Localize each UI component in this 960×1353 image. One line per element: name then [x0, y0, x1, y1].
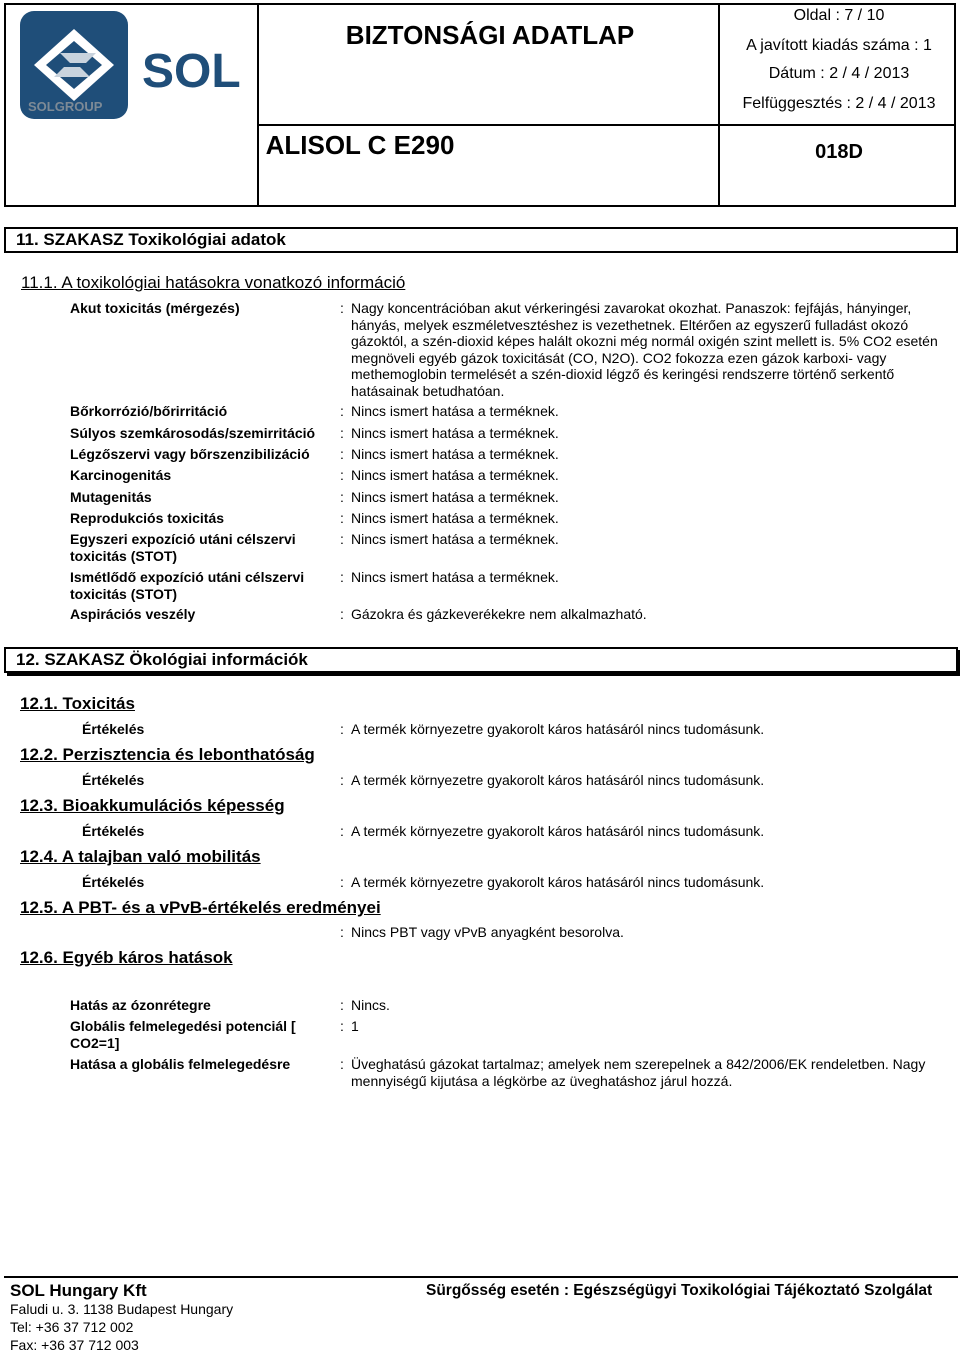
footer-fax: Fax: +36 37 712 003	[10, 1337, 139, 1353]
sensitization-value: Nincs ismert hatása a terméknek.	[351, 446, 559, 462]
footer-tel: Tel: +36 37 712 002	[10, 1319, 134, 1335]
section-12-1-title: 12.1. Toxicitás	[20, 694, 135, 713]
stot-single-value: Nincs ismert hatása a terméknek.	[351, 531, 559, 547]
colon: :	[340, 446, 344, 462]
evaluation-value: A termék környezetre gyakorolt káros hatásáról nincs tudomásunk.	[351, 772, 765, 788]
footer-company: SOL Hungary Kft	[10, 1281, 147, 1300]
eye-damage-label: Súlyos szemkárosodás/szemirritáció	[70, 425, 316, 441]
aspiration-hazard-label: Aspirációs veszély	[70, 606, 196, 622]
colon: :	[340, 721, 344, 737]
colon: :	[340, 300, 344, 316]
colon: :	[340, 467, 344, 483]
colon: :	[340, 823, 344, 839]
gwp-value: 1	[351, 1018, 359, 1034]
logo-cell	[4, 3, 259, 207]
colon: :	[340, 997, 344, 1013]
section-12-3-title: 12.3. Bioakkumulációs képesség	[20, 796, 285, 815]
document-code: 018D	[815, 141, 863, 163]
colon: :	[340, 569, 344, 585]
colon: :	[340, 489, 344, 505]
reproductive-toxicity-value: Nincs ismert hatása a terméknek.	[351, 510, 559, 526]
stot-repeated-value: Nincs ismert hatása a terméknek.	[351, 569, 559, 585]
colon: :	[340, 403, 344, 419]
colon: :	[340, 425, 344, 441]
section-12-6-title: 12.6. Egyéb káros hatások	[20, 948, 233, 967]
acute-toxicity-value: Nagy koncentrációban akut vérkeringési zavarokat okozhat. Panaszok: fejfájás, hányinger, hányás, melyek eszméletvesztéshez is vezethetnek. Eltérően az egyszerű fulladást okozó gázoktól, a szén-dioxid képes halált okozni még normál oxigén szint mellett is. 5% CO2 esetén megnöveli egyéb gázok toxicitását (CO, N2O). CO2 fokozza ezen gázok karboxi- vagy methemoglobin termelését a szén-dioxid légző és keringési rendszerre történő serkentő hatásainak betudhatóan.	[351, 300, 938, 399]
mutagenicity-label: Mutagenitás	[70, 489, 152, 505]
reproductive-toxicity-label: Reprodukciós toxicitás	[70, 510, 225, 526]
section-11-bar: 11. SZAKASZ Toxikológiai adatok	[4, 227, 958, 253]
footer-address: Faludi u. 3. 1138 Budapest Hungary	[10, 1301, 234, 1317]
colon: :	[340, 924, 344, 940]
supersedes-date: Felfüggesztés : 2 / 4 / 2013	[742, 95, 936, 112]
product-name: ALISOL C E290	[265, 130, 455, 160]
global-warming-label: Hatása a globális felmelegedésre	[70, 1056, 291, 1072]
colon: :	[340, 1056, 344, 1072]
issue-date: Dátum : 2 / 4 / 2013	[768, 65, 910, 82]
stot-repeated-label: Ismétlődő expozíció utáni célszervi toxicitás (STOT)	[70, 569, 305, 602]
global-warming-value: Üveghatású gázokat tartalmaz; amelyek nem szerepelnek a 842/2006/EK rendeletben. Nagy mennyiségű kijutása a légkörbe az üveghatáshoz járul hozzá.	[351, 1056, 926, 1089]
colon: :	[340, 772, 344, 788]
revision-number: A javított kiadás száma : 1	[746, 37, 932, 54]
page-number: Oldal : 7 / 10	[793, 7, 885, 24]
section-11-1-title: 11.1. A toxikológiai hatásokra vonatkozó információ	[21, 273, 406, 292]
section-12-bar: 12. SZAKASZ Ökológiai információk	[4, 647, 958, 673]
aspiration-hazard-value: Gázokra és gázkeverékekre nem alkalmazható.	[351, 606, 647, 622]
evaluation-value: A termék környezetre gyakorolt káros hatásáról nincs tudomásunk.	[351, 721, 765, 737]
evaluation-value: A termék környezetre gyakorolt káros hatásáról nincs tudomásunk.	[351, 823, 765, 839]
gwp-label: Globális felmelegedési potenciál [ CO2=1]	[70, 1018, 296, 1051]
colon: :	[340, 606, 344, 622]
ozone-effect-value: Nincs.	[351, 997, 390, 1013]
evaluation-value: A termék környezetre gyakorolt káros hatásáról nincs tudomásunk.	[351, 874, 765, 890]
section-12-2-title: 12.2. Perzisztencia és lebonthatóság	[20, 745, 315, 764]
skin-corrosion-label: Bőrkorrózió/bőrirritáció	[70, 403, 228, 419]
ozone-effect-label: Hatás az ózonrétegre	[70, 997, 211, 1013]
section-12-5-title: 12.5. A PBT- és a vPvB-értékelés eredményei	[20, 898, 381, 917]
evaluation-label: Értékelés	[82, 772, 145, 788]
acute-toxicity-label: Akut toxicitás (mérgezés)	[70, 300, 240, 316]
header-divider-vertical	[718, 124, 720, 207]
colon: :	[340, 874, 344, 890]
document-title: BIZTONSÁGI ADATLAP	[345, 20, 635, 50]
colon: :	[340, 1018, 344, 1034]
sensitization-label: Légzőszervi vagy bőrszenzibilizáció	[70, 446, 310, 462]
logo-subtext: SOLGROUP	[28, 99, 103, 114]
colon: :	[340, 510, 344, 526]
section-12-4-title: 12.4. A talajban való mobilitás	[20, 847, 261, 866]
colon: :	[340, 531, 344, 547]
evaluation-label: Értékelés	[82, 721, 145, 737]
evaluation-label: Értékelés	[82, 874, 145, 890]
footer-rule	[4, 1276, 958, 1278]
carcinogenicity-value: Nincs ismert hatása a terméknek.	[351, 467, 559, 483]
evaluation-label: Értékelés	[82, 823, 145, 839]
eye-damage-value: Nincs ismert hatása a terméknek.	[351, 425, 559, 441]
mutagenicity-value: Nincs ismert hatása a terméknek.	[351, 489, 559, 505]
carcinogenicity-label: Karcinogenitás	[70, 467, 172, 483]
pbt-value: Nincs PBT vagy vPvB anyagként besorolva.	[351, 924, 624, 940]
footer-emergency: Sürgősség esetén : Egészségügyi Toxikológiai Tájékoztató Szolgálat	[426, 1282, 933, 1299]
logo-text: SOL	[142, 45, 241, 98]
stot-single-label: Egyszeri expozíció utáni célszervi toxicitás (STOT)	[70, 531, 296, 564]
skin-corrosion-value: Nincs ismert hatása a terméknek.	[351, 403, 559, 419]
